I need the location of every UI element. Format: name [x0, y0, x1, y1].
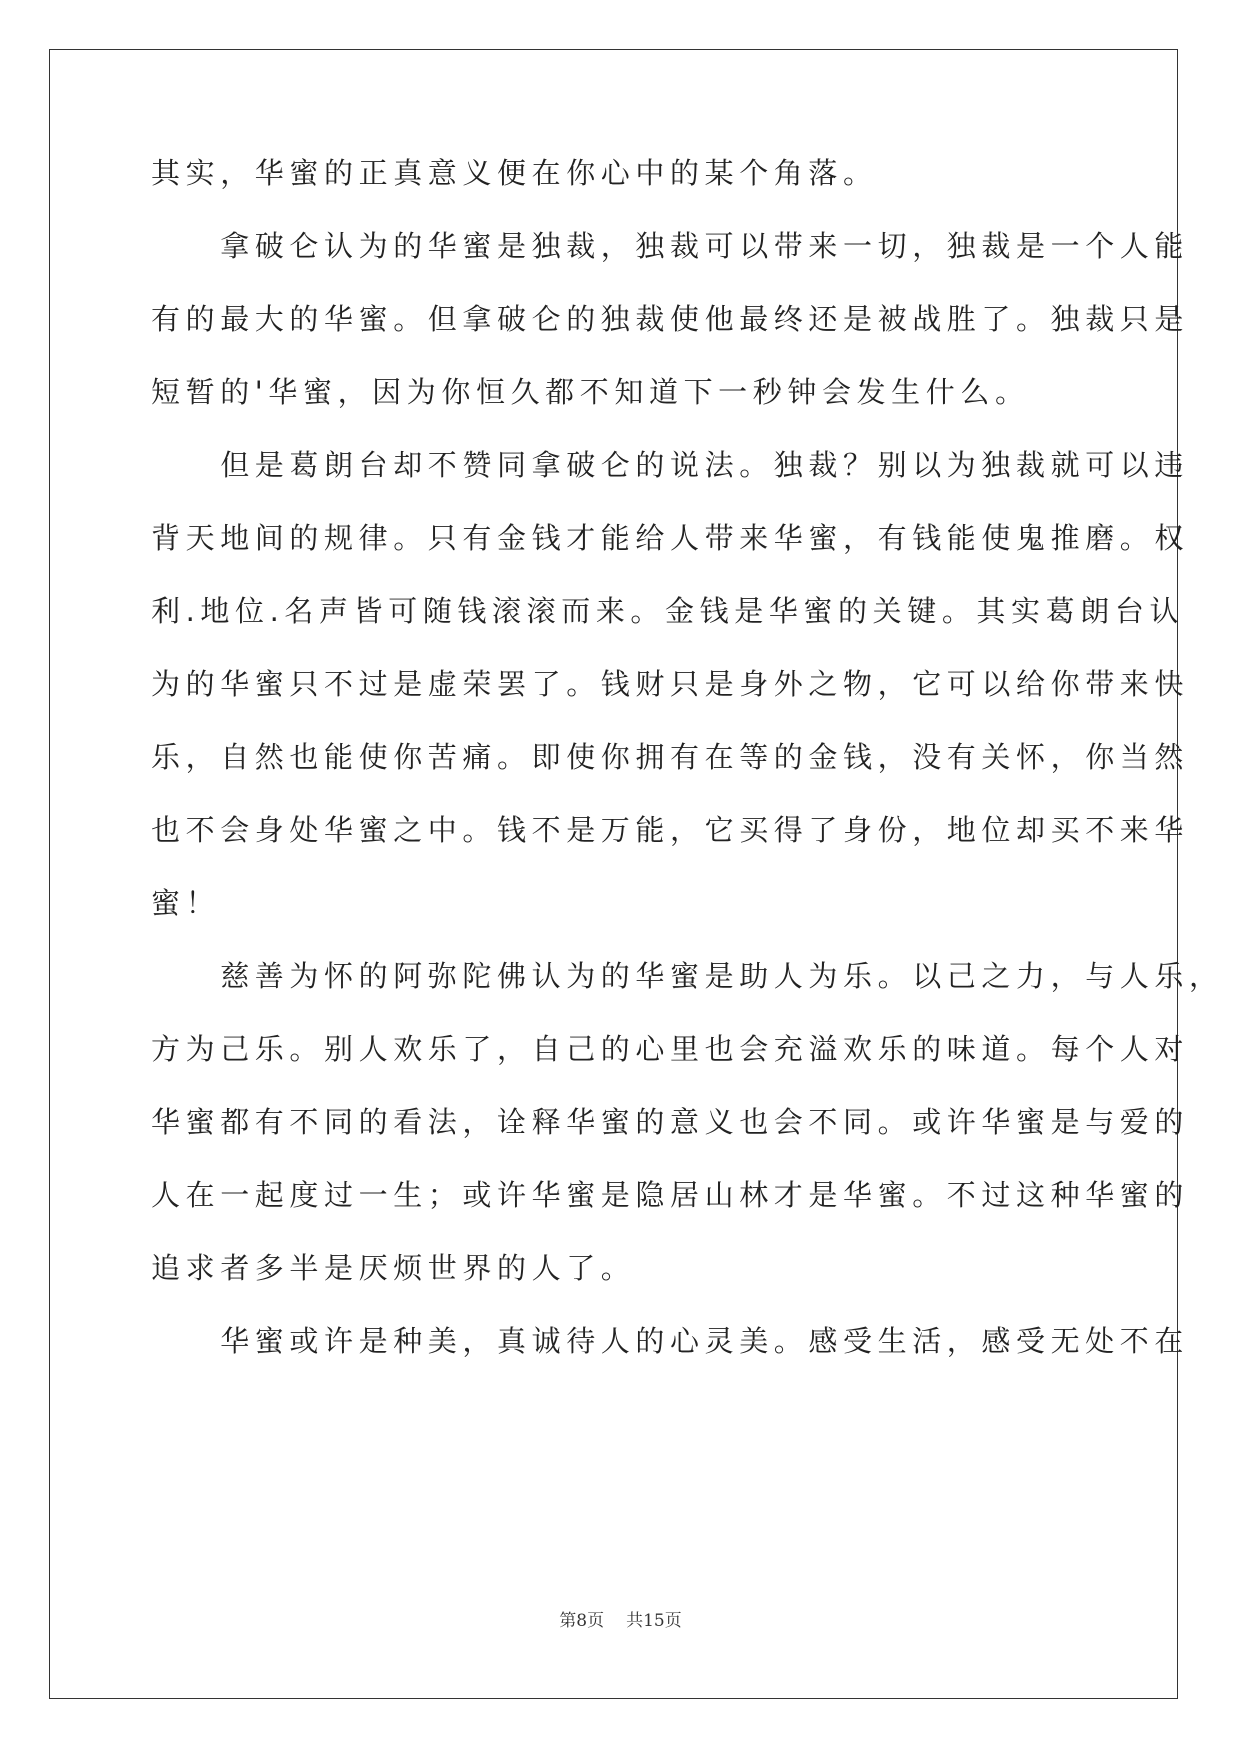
text-line: 方为己乐。别人欢乐了，自己的心里也会充溢欢乐的味道。每个人对: [151, 1032, 1190, 1066]
text-line: 但是葛朗台却不赞同拿破仑的说法。独裁？别以为独裁就可以违: [151, 448, 1190, 482]
page-number: 第8页: [559, 1611, 605, 1631]
text-line: 短暂的'华蜜，因为你恒久都不知道下一秒钟会发生什么。: [151, 375, 1030, 409]
text-line: 人在一起度过一生；或许华蜜是隐居山林才是华蜜。不过这种华蜜的: [151, 1178, 1190, 1212]
page-footer: [0, 1606, 1241, 1631]
page-frame: [49, 49, 1178, 1699]
text-line: 拿破仑认为的华蜜是独裁，独裁可以带来一切，独裁是一个人能: [151, 229, 1190, 263]
text-line: 其实，华蜜的正真意义便在你心中的某个角落。: [151, 156, 878, 190]
text-line: 有的最大的华蜜。但拿破仑的独裁使他最终还是被战胜了。独裁只是: [151, 302, 1190, 336]
text-line: 背天地间的规律。只有金钱才能给人带来华蜜，有钱能使鬼推磨。权: [151, 521, 1190, 555]
text-line: 蜜！: [151, 886, 221, 920]
text-line: 追求者多半是厌烦世界的人了。: [151, 1251, 636, 1285]
text-line: 华蜜或许是种美，真诚待人的心灵美。感受生活，感受无处不在: [151, 1324, 1190, 1358]
text-line: 也不会身处华蜜之中。钱不是万能，它买得了身份，地位却买不来华: [151, 813, 1190, 847]
text-line: 利.地位.名声皆可随钱滚滚而来。金钱是华蜜的关键。其实葛朗台认: [151, 594, 1185, 628]
text-line: 为的华蜜只不过是虚荣罢了。钱财只是身外之物，它可以给你带来快: [151, 667, 1190, 701]
text-line: 乐，自然也能使你苦痛。即使你拥有在等的金钱，没有关怀，你当然: [151, 740, 1190, 774]
text-line: 慈善为怀的阿弥陀佛认为的华蜜是助人为乐。以己之力，与人乐，: [151, 959, 1224, 993]
text-line: 华蜜都有不同的看法，诠释华蜜的意义也会不同。或许华蜜是与爱的: [151, 1105, 1190, 1139]
page-total: 共15页: [626, 1611, 682, 1631]
